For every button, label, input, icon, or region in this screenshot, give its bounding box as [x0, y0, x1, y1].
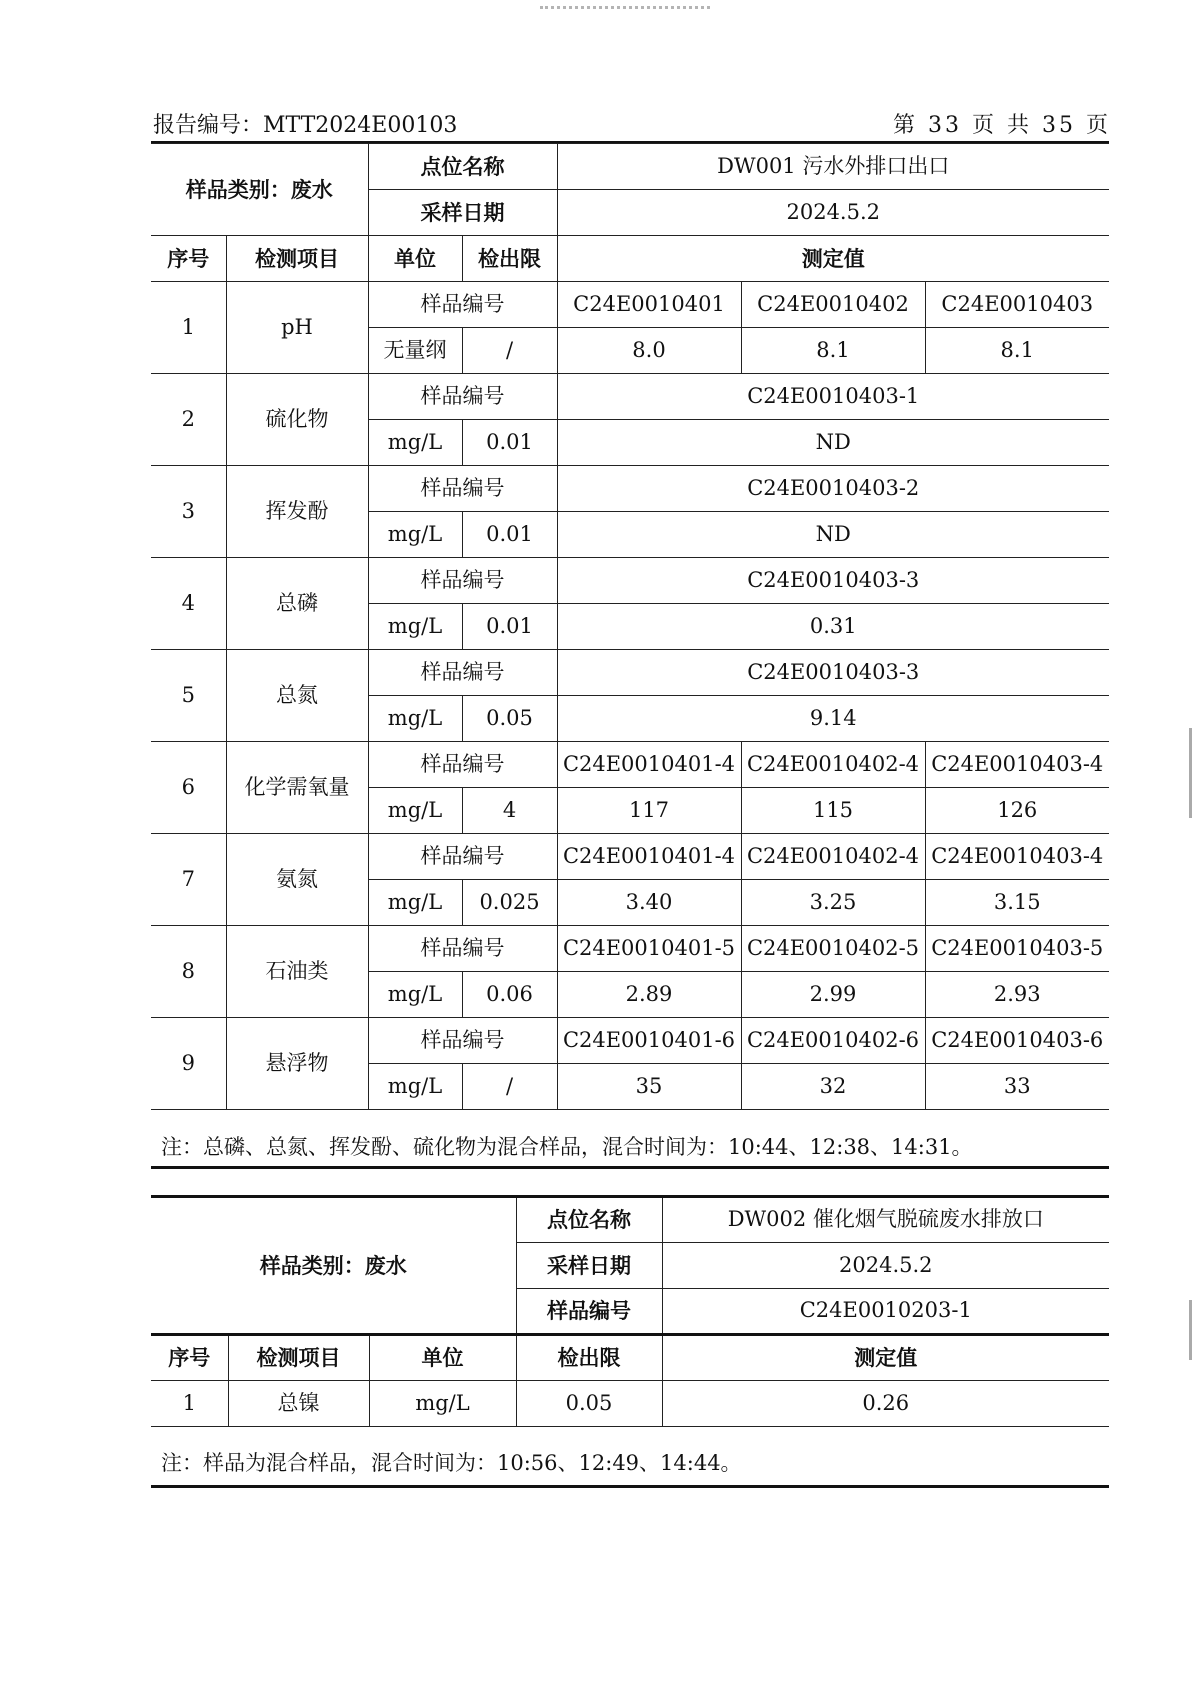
- row-limit: 4: [462, 788, 557, 834]
- row-limit: 0.05: [462, 696, 557, 742]
- row-item: 总氮: [226, 650, 368, 742]
- row-seq: 2: [151, 374, 226, 466]
- sample-id: C24E0010403-4: [925, 742, 1109, 788]
- table-row: [151, 926, 1109, 972]
- col-header-item: 检测项目: [228, 1335, 369, 1381]
- sample-id: C24E0010401-5: [557, 926, 741, 972]
- row-item: 总镍: [228, 1381, 369, 1427]
- sample-no-value: C24E0010203-1: [662, 1289, 1109, 1335]
- measured-value: 2.99: [741, 972, 925, 1018]
- sample-no-label: 样品编号: [368, 650, 557, 696]
- sampling-date-value: 2024.5.2: [557, 190, 1109, 236]
- measured-value: 8.0: [557, 328, 741, 374]
- row-item: 总磷: [226, 558, 368, 650]
- measured-value: 3.15: [925, 880, 1109, 926]
- table-row: [151, 1381, 1109, 1427]
- sampling-date-label: 采样日期: [516, 1243, 662, 1289]
- measured-value: 8.1: [741, 328, 925, 374]
- sample-type-cell: 样品类别：废水: [151, 144, 368, 236]
- row-limit: 0.05: [516, 1381, 662, 1427]
- row-seq: 4: [151, 558, 226, 650]
- table-row: [151, 834, 1109, 880]
- sample-id: C24E0010403-6: [925, 1018, 1109, 1064]
- sampling-date-label: 采样日期: [368, 190, 557, 236]
- sample-type-cell: 样品类别：废水: [151, 1197, 516, 1335]
- sample-id: C24E0010403-4: [925, 834, 1109, 880]
- row-unit: mg/L: [368, 788, 462, 834]
- measured-value: 0.26: [662, 1381, 1109, 1427]
- row-unit: mg/L: [368, 1064, 462, 1110]
- table-row: [151, 282, 1109, 328]
- measured-value: 117: [557, 788, 741, 834]
- row-unit: mg/L: [368, 880, 462, 926]
- col-header-seq: 序号: [151, 1335, 228, 1381]
- point-name-label: 点位名称: [516, 1197, 662, 1243]
- row-seq: 3: [151, 466, 226, 558]
- sample-id: C24E0010403: [925, 282, 1109, 328]
- sample-id: C24E0010403-2: [557, 466, 1109, 512]
- col-header-limit: 检出限: [516, 1335, 662, 1381]
- point-name-value: DW001 污水外排口出口: [557, 144, 1109, 190]
- table-row: [151, 1018, 1109, 1064]
- row-limit: 0.01: [462, 512, 557, 558]
- measured-value: 3.40: [557, 880, 741, 926]
- row-limit: 0.06: [462, 972, 557, 1018]
- row-limit: 0.025: [462, 880, 557, 926]
- sample-id: C24E0010403-3: [557, 650, 1109, 696]
- row-item: 石油类: [226, 926, 368, 1018]
- col-header-value: 测定值: [557, 236, 1109, 282]
- col-header-seq: 序号: [151, 236, 226, 282]
- col-header-limit: 检出限: [462, 236, 557, 282]
- measured-value: 2.89: [557, 972, 741, 1018]
- measured-value: 33: [925, 1064, 1109, 1110]
- row-item: pH: [226, 282, 368, 374]
- row-item: 氨氮: [226, 834, 368, 926]
- measured-value: 8.1: [925, 328, 1109, 374]
- page-number: 第 33 页 共 35 页: [893, 113, 1111, 138]
- measured-value: ND: [557, 420, 1109, 466]
- sample-no-label: 样品编号: [368, 466, 557, 512]
- report-header: [151, 108, 1113, 139]
- sample-no-label: 样品编号: [516, 1289, 662, 1335]
- row-unit: mg/L: [368, 696, 462, 742]
- sampling-date-value: 2024.5.2: [662, 1243, 1109, 1289]
- row-limit: 0.01: [462, 604, 557, 650]
- col-header-unit: 单位: [369, 1335, 516, 1381]
- row-item: 化学需氧量: [226, 742, 368, 834]
- col-header-value: 测定值: [662, 1335, 1109, 1381]
- measured-value: 0.31: [557, 604, 1109, 650]
- table-row: [151, 650, 1109, 696]
- sample-no-label: 样品编号: [368, 558, 557, 604]
- sample-no-label: 样品编号: [368, 742, 557, 788]
- sample-id: C24E0010402: [741, 282, 925, 328]
- results-table-dw001: [151, 143, 1109, 1110]
- results-table-dw002: [151, 1195, 1109, 1427]
- point-name-value: DW002 催化烟气脱硫废水排放口: [662, 1197, 1109, 1243]
- row-seq: 7: [151, 834, 226, 926]
- row-seq: 9: [151, 1018, 226, 1110]
- measured-value: 115: [741, 788, 925, 834]
- row-limit: 0.01: [462, 420, 557, 466]
- row-item: 硫化物: [226, 374, 368, 466]
- measured-value: 35: [557, 1064, 741, 1110]
- sample-id: C24E0010403-5: [925, 926, 1109, 972]
- sample-id: C24E0010402-4: [741, 834, 925, 880]
- table2-note: 注：样品为混合样品，混合时间为：10:56、12:49、14:44。: [151, 1438, 1109, 1488]
- row-seq: 1: [151, 282, 226, 374]
- row-item: 挥发酚: [226, 466, 368, 558]
- row-unit: mg/L: [368, 604, 462, 650]
- sample-id: C24E0010401-6: [557, 1018, 741, 1064]
- row-seq: 5: [151, 650, 226, 742]
- sample-id: C24E0010403-3: [557, 558, 1109, 604]
- row-limit: /: [462, 328, 557, 374]
- col-header-unit: 单位: [368, 236, 462, 282]
- report-number: 报告编号：MTT2024E00103: [153, 113, 458, 138]
- row-item: 悬浮物: [226, 1018, 368, 1110]
- row-unit: 无量纲: [368, 328, 462, 374]
- row-unit: mg/L: [368, 420, 462, 466]
- sample-no-label: 样品编号: [368, 374, 557, 420]
- table-row: [151, 374, 1109, 420]
- row-seq: 6: [151, 742, 226, 834]
- table1-note: 注：总磷、总氮、挥发酚、硫化物为混合样品，混合时间为：10:44、12:38、14:31。: [151, 1125, 1109, 1169]
- row-unit: mg/L: [368, 512, 462, 558]
- measured-value: 2.93: [925, 972, 1109, 1018]
- sample-id: C24E0010402-5: [741, 926, 925, 972]
- scan-artifact: [540, 0, 710, 9]
- col-header-item: 检测项目: [226, 236, 368, 282]
- sample-no-label: 样品编号: [368, 1018, 557, 1064]
- measured-value: 126: [925, 788, 1109, 834]
- sample-no-label: 样品编号: [368, 282, 557, 328]
- sample-id: C24E0010401-4: [557, 742, 741, 788]
- measured-value: 3.25: [741, 880, 925, 926]
- measured-value: ND: [557, 512, 1109, 558]
- sample-id: C24E0010402-6: [741, 1018, 925, 1064]
- sample-no-label: 样品编号: [368, 926, 557, 972]
- table-row: [151, 742, 1109, 788]
- sample-id: C24E0010402-4: [741, 742, 925, 788]
- row-unit: mg/L: [368, 972, 462, 1018]
- measured-value: 9.14: [557, 696, 1109, 742]
- row-unit: mg/L: [369, 1381, 516, 1427]
- sample-id: C24E0010401-4: [557, 834, 741, 880]
- sample-id: C24E0010403-1: [557, 374, 1109, 420]
- row-seq: 8: [151, 926, 226, 1018]
- measured-value: 32: [741, 1064, 925, 1110]
- point-name-label: 点位名称: [368, 144, 557, 190]
- row-seq: 1: [151, 1381, 228, 1427]
- table-row: [151, 558, 1109, 604]
- sample-no-label: 样品编号: [368, 834, 557, 880]
- table-row: [151, 466, 1109, 512]
- sample-id: C24E0010401: [557, 282, 741, 328]
- row-limit: /: [462, 1064, 557, 1110]
